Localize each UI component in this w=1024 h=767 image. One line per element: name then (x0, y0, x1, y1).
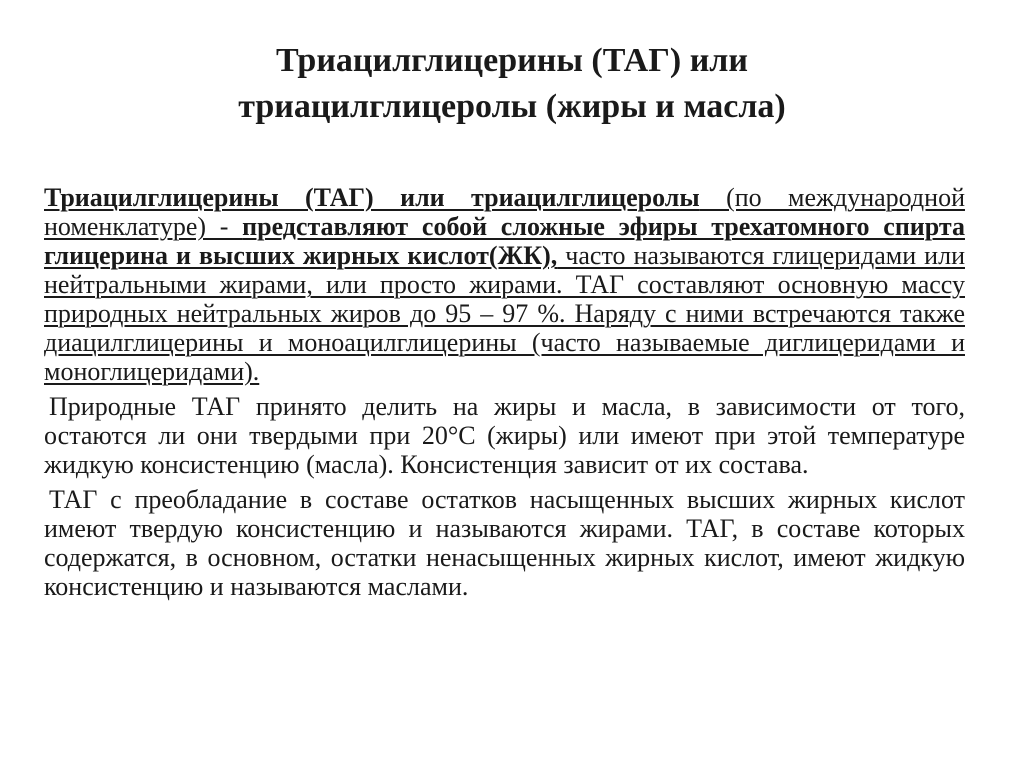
title-line-2: триацилглицеролы (жиры и масла) (238, 88, 786, 125)
definition-text: представляют собой сложные эфиры трехатомного спирта глицерина и высших жирных кислот(ЖК), (44, 212, 965, 270)
nomenclature-text: (по международной номенклатуре) - (44, 183, 965, 241)
paragraph-classification: Природные ТАГ принято делить на жиры и масла, в зависимости от того, остаются ли они твердыми при 20°С (жиры) или имеют при этой температуре жидкую консистенцию (масла). Консистенция зависит от их состава. (44, 392, 965, 479)
slide-body (44, 183, 965, 607)
paragraph-fats-oils: ТАГ с преобладание в составе остатков насыщенных высших жирных кислот имеют твердую консистенцию и называются жирами. ТАГ, в составе которых содержатся, в основном, остатки ненасыщенных жирных кислот, имеют жидкую консистенцию и называются маслами. (44, 485, 965, 601)
definition-rest-text: часто называются глицеридами или нейтральными жирами, или просто жирами. ТАГ составляют основную массу природных нейтральных жиров до 95 – 97 %. Наряду с ними встречаются также диацилглицерины и моноацилглицерины (часто называемые диглицеридами и моноглицеридами). (44, 241, 965, 386)
title-line-1: Триацилглицерины (ТАГ) или (276, 42, 748, 79)
slide-title (0, 38, 1024, 130)
paragraph-definition (44, 183, 965, 386)
term-text: Триацилглицерины (ТАГ) или триацилглицеролы (44, 183, 700, 212)
